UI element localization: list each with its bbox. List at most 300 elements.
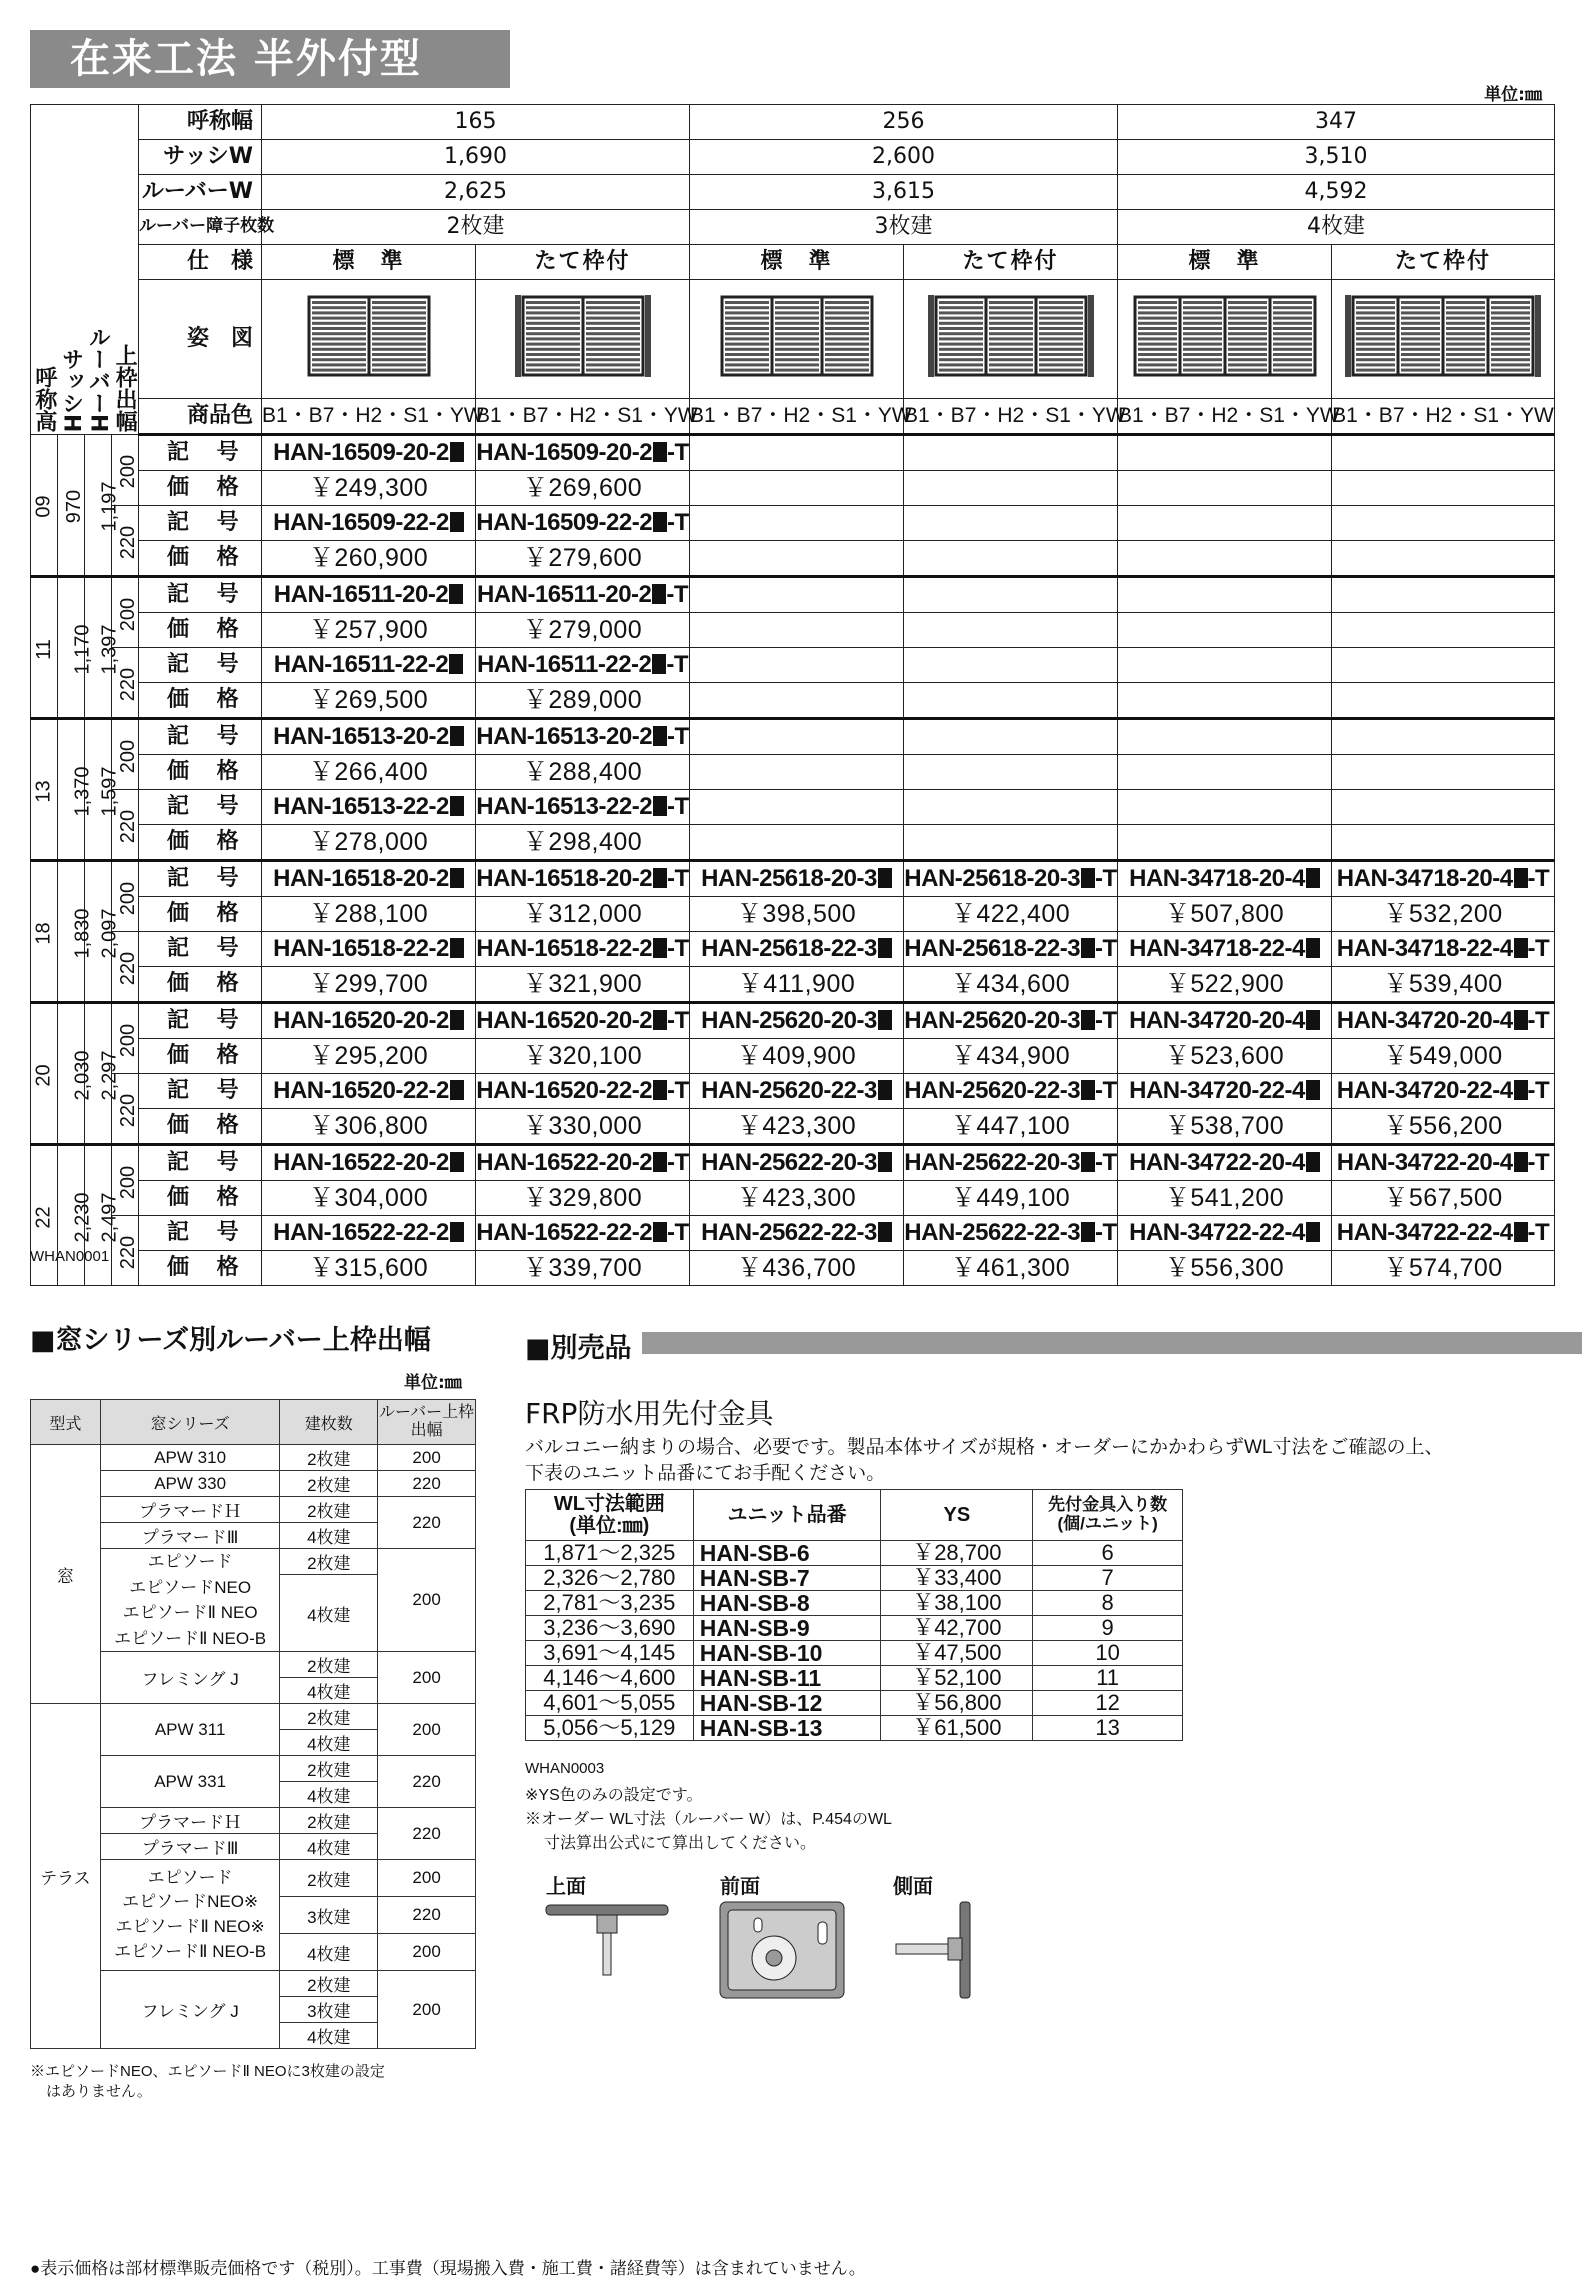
unit-qty: 8: [1033, 1591, 1183, 1616]
code-text: HAN-16518-20-2: [476, 865, 653, 893]
product-colors: B1・B7・H2・S1・YW: [1332, 399, 1555, 435]
product-price: [904, 1039, 1118, 1074]
series-cell: 4枚建: [280, 1575, 378, 1652]
color-code-box: [1081, 868, 1095, 888]
product-price: [476, 1181, 690, 1216]
left-header-labels: [31, 103, 138, 434]
code-text: HAN-16511-20-2: [273, 581, 449, 609]
price-text: ￥266,400: [308, 757, 429, 786]
frame-suffix: -T: [1527, 1219, 1550, 1247]
unit-range: 2,326～2,780: [526, 1566, 694, 1591]
color-label: 商品色: [139, 399, 262, 435]
left-header-label: サッシH: [58, 347, 84, 432]
color-code-box: [450, 442, 464, 462]
product-price: [262, 1039, 476, 1074]
color-code-box: [1081, 1080, 1095, 1100]
louver-drawing: [508, 292, 658, 380]
code-text: HAN-25618-20-3: [701, 865, 877, 893]
series-cell: フレミング J: [100, 1652, 280, 1704]
code-text: HAN-16513-20-2: [273, 723, 449, 751]
product-price: [904, 1109, 1118, 1145]
color-code-box: [450, 512, 464, 532]
frame-suffix: -T: [667, 439, 689, 467]
product-price: [690, 967, 904, 1003]
product-code: [476, 1003, 690, 1039]
product-code: [1118, 861, 1332, 897]
code-text: HAN-16511-20-2: [476, 581, 652, 609]
product-price: [262, 755, 476, 790]
product-price: [476, 541, 690, 577]
code-text: HAN-16522-20-2: [476, 1149, 653, 1177]
product-code: [262, 577, 476, 613]
corner-cell: [31, 105, 139, 435]
price-text: ￥312,000: [522, 899, 643, 928]
price-text: ￥541,200: [1164, 1183, 1285, 1212]
product-code: [1118, 435, 1332, 471]
code-row-label: 記 号: [139, 506, 262, 541]
code-text: HAN-16518-22-2: [273, 935, 449, 963]
price-text: ￥436,700: [736, 1253, 857, 1282]
unit-price: ￥56,800: [881, 1691, 1033, 1716]
product-price: [904, 967, 1118, 1003]
color-code-box: [878, 1010, 892, 1030]
louver-figure: [690, 280, 904, 399]
color-code-box: [1306, 1080, 1320, 1100]
product-price: [904, 613, 1118, 648]
code-text: HAN-25620-22-3: [701, 1077, 877, 1105]
series-cell: エピソード エピソードNEO エピソードⅡ NEO エピソードⅡ NEO-B: [100, 1549, 280, 1652]
series-cell: 2枚建: [280, 1971, 378, 1997]
unit-price: ￥47,500: [881, 1641, 1033, 1666]
frame-suffix: -T: [1095, 935, 1117, 963]
height-nominal_h: [31, 435, 58, 577]
product-code: [904, 790, 1118, 825]
series-cell: 200: [378, 1549, 476, 1652]
product-code: [1332, 861, 1555, 897]
extension-value: 200: [117, 739, 140, 773]
series-header: 型式: [31, 1400, 101, 1445]
spec-standard: 標 準: [1118, 245, 1332, 280]
color-code-box: [1081, 938, 1095, 958]
price-table: [30, 104, 1555, 1286]
product-code: [262, 1216, 476, 1251]
color-code-box: [1306, 938, 1320, 958]
color-code-box: [653, 726, 667, 746]
spec-frame: たて枠付: [1332, 245, 1555, 280]
product-code: [904, 1074, 1118, 1109]
series-cell: 4枚建: [280, 2023, 378, 2049]
product-price: [1332, 1039, 1555, 1074]
frame-suffix: -T: [1527, 935, 1550, 963]
product-code: [690, 1216, 904, 1251]
product-code: [690, 648, 904, 683]
frame-suffix: -T: [667, 865, 689, 893]
product-price: [1118, 613, 1332, 648]
product-price: [1118, 1251, 1332, 1286]
unit-qty: 13: [1033, 1716, 1183, 1741]
product-colors: B1・B7・H2・S1・YW: [904, 399, 1118, 435]
code-text: HAN-16522-22-2: [273, 1219, 449, 1247]
product-price: [476, 613, 690, 648]
product-colors: B1・B7・H2・S1・YW: [262, 399, 476, 435]
color-code-box: [1081, 1222, 1095, 1242]
product-price: [262, 967, 476, 1003]
product-price: [904, 755, 1118, 790]
view-top-label: 上面: [546, 1874, 586, 1898]
spec-value: 2,625: [262, 175, 690, 210]
product-price: [690, 683, 904, 719]
price-text: ￥299,700: [308, 969, 429, 998]
product-price: [904, 1251, 1118, 1286]
series-cell: 4枚建: [280, 1730, 378, 1756]
unit-row: [526, 1666, 1183, 1691]
product-colors: B1・B7・H2・S1・YW: [690, 399, 904, 435]
color-code-box: [653, 1152, 667, 1172]
product-price: [1118, 967, 1332, 1003]
product-price: [904, 541, 1118, 577]
product-code: [904, 861, 1118, 897]
product-code: [1118, 577, 1332, 613]
spec-value: 3,615: [690, 175, 1118, 210]
height-value: 2,030: [71, 1049, 94, 1101]
unit-qty: 9: [1033, 1616, 1183, 1641]
product-price: [690, 755, 904, 790]
price-row-label: 価 格: [139, 1039, 262, 1074]
product-price: [1332, 471, 1555, 506]
series-cell: フレミング J: [100, 1971, 280, 2049]
view-front-label: 前面: [720, 1874, 760, 1898]
height-value: 1,170: [71, 623, 94, 675]
color-code-box: [1514, 938, 1528, 958]
series-cell: APW 310: [100, 1445, 280, 1471]
unit-code: WHAN0003: [525, 1760, 605, 1777]
unit-range: 3,236～3,690: [526, 1616, 694, 1641]
product-code: [1332, 1003, 1555, 1039]
code-text: HAN-34722-22-4: [1129, 1219, 1305, 1247]
color-code-box: [1081, 1010, 1095, 1030]
spec-standard: 標 準: [690, 245, 904, 280]
price-text: ￥574,700: [1383, 1253, 1503, 1282]
product-code: [476, 577, 690, 613]
price-row-label: 価 格: [139, 541, 262, 577]
unit-price: ￥42,700: [881, 1616, 1033, 1641]
color-code-box: [1306, 1010, 1320, 1030]
product-name: FRP防水用先付金具: [525, 1397, 774, 1430]
product-code: [262, 1074, 476, 1109]
price-text: ￥523,600: [1164, 1041, 1285, 1070]
code-text: HAN-34722-20-4: [1336, 1149, 1513, 1177]
height-sash_h: [58, 435, 85, 577]
series-cell: エピソード エピソードNEO※ エピソードⅡ NEO※ エピソードⅡ NEO-B: [100, 1860, 280, 1971]
product-price: [262, 471, 476, 506]
color-code-box: [450, 938, 464, 958]
code-row-label: 記 号: [139, 648, 262, 683]
product-price: [1332, 1251, 1555, 1286]
product-code: [1332, 932, 1555, 967]
series-cell: 220: [378, 1756, 476, 1808]
series-cell: プラマードⅢ: [100, 1834, 280, 1860]
product-price: [1118, 1181, 1332, 1216]
product-price: [690, 1109, 904, 1145]
footer-note: ●表示価格は部材標準販売価格です（税別）。工事費（現場搬入費・施工費・諸経費等）は含まれていません。: [30, 2259, 866, 2278]
spec-frame: たて枠付: [904, 245, 1118, 280]
height-sash_h: [58, 577, 94, 719]
unit-note: 寸法算出公式にて算出してください。: [544, 1835, 817, 1852]
series-cell: 2枚建: [280, 1497, 378, 1523]
spec-value: 3枚建: [690, 210, 1118, 245]
product-code: [262, 506, 476, 541]
color-code-box: [652, 584, 666, 604]
product-price: [1332, 825, 1555, 861]
code-text: HAN-34720-20-4: [1336, 1007, 1513, 1035]
price-text: ￥422,400: [950, 899, 1071, 928]
product-price: [476, 471, 690, 506]
price-row-label: 価 格: [139, 1251, 262, 1286]
product-code: [904, 648, 1118, 683]
price-text: ￥556,300: [1164, 1253, 1285, 1282]
product-price: [904, 1181, 1118, 1216]
product-price: [262, 613, 476, 648]
extension-value: 200: [117, 454, 140, 489]
frame-suffix: -T: [667, 935, 689, 963]
price-text: ￥567,500: [1383, 1183, 1503, 1212]
product-code: [1118, 1003, 1332, 1039]
unit-label: 単位:㎜: [1484, 85, 1542, 105]
price-text: ￥289,000: [522, 685, 643, 714]
louver-figure: [1332, 280, 1555, 399]
product-price: [262, 541, 476, 577]
height-value: 09: [32, 495, 55, 518]
price-text: ￥298,400: [522, 827, 643, 856]
price-text: ￥532,200: [1383, 899, 1503, 928]
series-title: ■窓シリーズ別ルーバー上枠出幅: [30, 1325, 431, 1356]
color-code-box: [653, 938, 667, 958]
height-value: 11: [32, 638, 55, 660]
height-value: 1,597: [98, 765, 121, 817]
price-text: ￥295,200: [308, 1041, 429, 1070]
price-text: ￥288,400: [522, 757, 643, 786]
louver-drawing: [921, 292, 1101, 380]
product-code: [904, 577, 1118, 613]
color-code-box: [1514, 868, 1528, 888]
height-value: 1,830: [71, 907, 94, 959]
price-text: ￥329,800: [522, 1183, 643, 1212]
price-text: ￥411,900: [737, 969, 856, 998]
color-code-box: [1306, 868, 1320, 888]
code-text: HAN-16518-22-2: [476, 935, 653, 963]
code-text: HAN-34718-22-4: [1336, 935, 1513, 963]
series-cell: 200: [378, 1704, 476, 1756]
code-row-label: 記 号: [139, 1216, 262, 1251]
code-text: HAN-25620-20-3: [701, 1007, 877, 1035]
code-text: HAN-34720-22-4: [1129, 1077, 1305, 1105]
spec-label: ルーバーW: [139, 175, 262, 210]
product-price: [1118, 755, 1332, 790]
price-row-label: 価 格: [139, 471, 262, 506]
price-text: ￥447,100: [950, 1111, 1071, 1140]
product-price: [1332, 541, 1555, 577]
bracket-top-view: [540, 1895, 680, 1985]
unit-row: [526, 1541, 1183, 1566]
product-price: [476, 1109, 690, 1145]
product-code: [904, 435, 1118, 471]
product-code: [476, 932, 690, 967]
product-price: [476, 825, 690, 861]
code-text: HAN-34720-22-4: [1336, 1077, 1513, 1105]
code-text: HAN-16522-22-2: [476, 1219, 653, 1247]
frame-suffix: -T: [667, 1219, 689, 1247]
product-price: [690, 1181, 904, 1216]
code-row-label: 記 号: [139, 790, 262, 825]
product-price: [904, 897, 1118, 932]
code-text: HAN-16511-22-2: [476, 651, 652, 679]
code-text: HAN-34722-22-4: [1336, 1219, 1513, 1247]
series-cell: APW 330: [100, 1471, 280, 1497]
height-value: 1,197: [98, 481, 121, 532]
spec-value: 347: [1118, 105, 1555, 140]
frame-suffix: -T: [666, 651, 689, 679]
unit-price: ￥52,100: [881, 1666, 1033, 1691]
frame-suffix: -T: [667, 793, 689, 821]
code-text: HAN-16520-20-2: [476, 1007, 653, 1035]
sold-title: ■別売品: [525, 1326, 642, 1365]
series-cell: 220: [378, 1497, 476, 1549]
product-code: [690, 1145, 904, 1181]
series-cell: 4枚建: [280, 1523, 378, 1549]
product-price: [904, 471, 1118, 506]
product-code: [1118, 790, 1332, 825]
product-code: [690, 1074, 904, 1109]
unit-qty: 6: [1033, 1541, 1183, 1566]
price-row-label: 価 格: [139, 683, 262, 719]
color-code-box: [653, 1222, 667, 1242]
unit-range: 4,146～4,600: [526, 1666, 694, 1691]
desc-line: 下表のユニット品番にてお手配ください。: [525, 1463, 886, 1484]
code-text: HAN-34720-20-4: [1129, 1007, 1305, 1035]
series-cell: 200: [378, 1934, 476, 1971]
product-code: [1118, 648, 1332, 683]
price-text: ￥538,700: [1164, 1111, 1285, 1140]
series-cell: APW 311: [100, 1704, 280, 1756]
color-code-box: [878, 938, 892, 958]
series-cell: 3枚建: [280, 1897, 378, 1934]
code-text: HAN-25622-20-3: [701, 1149, 877, 1177]
code-text: HAN-25618-22-3: [904, 935, 1081, 963]
louver-drawing: [294, 292, 444, 380]
louver-drawing: [1120, 292, 1330, 380]
series-cell: 200: [378, 1445, 476, 1471]
code-text: HAN-16520-20-2: [273, 1007, 449, 1035]
code-row-label: 記 号: [139, 1145, 262, 1181]
product-price: [476, 1251, 690, 1286]
unit-price: ￥33,400: [881, 1566, 1033, 1591]
color-code-box: [1306, 1222, 1320, 1242]
spec-value: 4,592: [1118, 175, 1555, 210]
color-code-box: [450, 868, 464, 888]
product-code: [690, 861, 904, 897]
unit-qty: 12: [1033, 1691, 1183, 1716]
color-code-box: [1514, 1152, 1528, 1172]
spec-value: 1,690: [262, 140, 690, 175]
product-code: [1118, 932, 1332, 967]
series-cell: 4枚建: [280, 1782, 378, 1808]
product-code: [476, 1216, 690, 1251]
product-price: [1118, 683, 1332, 719]
unit-code: HAN-SB-13: [693, 1716, 881, 1741]
price-text: ￥279,600: [522, 543, 643, 572]
product-code: [476, 1074, 690, 1109]
spec-value: 3,510: [1118, 140, 1555, 175]
price-row-label: 価 格: [139, 613, 262, 648]
price-text: ￥279,000: [522, 615, 643, 644]
frame-suffix: -T: [667, 509, 689, 537]
series-cell: 4枚建: [280, 1834, 378, 1860]
unit-note: ※オーダー WL寸法（ルーバー W）は、P.454のWL: [525, 1811, 892, 1828]
height-value: 970: [63, 489, 86, 524]
series-cell: プラマードⅢ: [100, 1523, 280, 1549]
unit-note: ※YS色のみの設定です。: [525, 1787, 703, 1804]
product-code: [690, 506, 904, 541]
product-code: [690, 790, 904, 825]
product-price: [1332, 967, 1555, 1003]
left-header-label: ルーバーH: [85, 325, 111, 432]
bracket-front-view: [718, 1900, 846, 2000]
series-unit: 単位:㎜: [404, 1373, 462, 1393]
height-value: 2,097: [98, 907, 121, 959]
price-text: ￥423,300: [736, 1111, 857, 1140]
spec-frame: たて枠付: [476, 245, 690, 280]
series-cell: 2枚建: [280, 1704, 378, 1730]
unit-qty: 7: [1033, 1566, 1183, 1591]
code-text: HAN-16518-20-2: [273, 865, 449, 893]
product-price: [690, 471, 904, 506]
product-code: [1332, 435, 1555, 471]
color-code-box: [878, 868, 892, 888]
height-nominal_h: [31, 719, 58, 861]
series-header: 建枚数: [280, 1400, 378, 1445]
louver-drawing: [707, 292, 887, 380]
product-price: [262, 1251, 476, 1286]
product-code: [262, 719, 476, 755]
product-code: [904, 932, 1118, 967]
product-price: [1118, 1109, 1332, 1145]
code-text: HAN-16509-20-2: [476, 439, 653, 467]
product-price: [262, 1181, 476, 1216]
figure-label: 姿 図: [139, 280, 262, 399]
height-louver_h: [85, 435, 121, 577]
unit-header: WL寸法範囲 (単位:㎜): [526, 1490, 694, 1541]
product-price: [476, 683, 690, 719]
code-text: HAN-25622-22-3: [701, 1219, 877, 1247]
product-price: [262, 897, 476, 932]
product-code: [1118, 1216, 1332, 1251]
price-text: ￥306,800: [308, 1111, 429, 1140]
height-nominal_h: [31, 577, 58, 719]
unit-price: ￥28,700: [881, 1541, 1033, 1566]
price-text: ￥321,900: [522, 969, 643, 998]
frame-suffix: -T: [1095, 1149, 1117, 1177]
series-header: 窓シリーズ: [100, 1400, 280, 1445]
code-row-label: 記 号: [139, 932, 262, 967]
unit-code: HAN-SB-9: [693, 1616, 881, 1641]
color-code-box: [653, 1080, 667, 1100]
extension-value: 220: [117, 951, 140, 985]
color-code-box: [653, 868, 667, 888]
product-price: [476, 1039, 690, 1074]
unit-code: HAN-SB-12: [693, 1691, 881, 1716]
price-text: ￥320,100: [522, 1041, 643, 1070]
product-price: [904, 825, 1118, 861]
